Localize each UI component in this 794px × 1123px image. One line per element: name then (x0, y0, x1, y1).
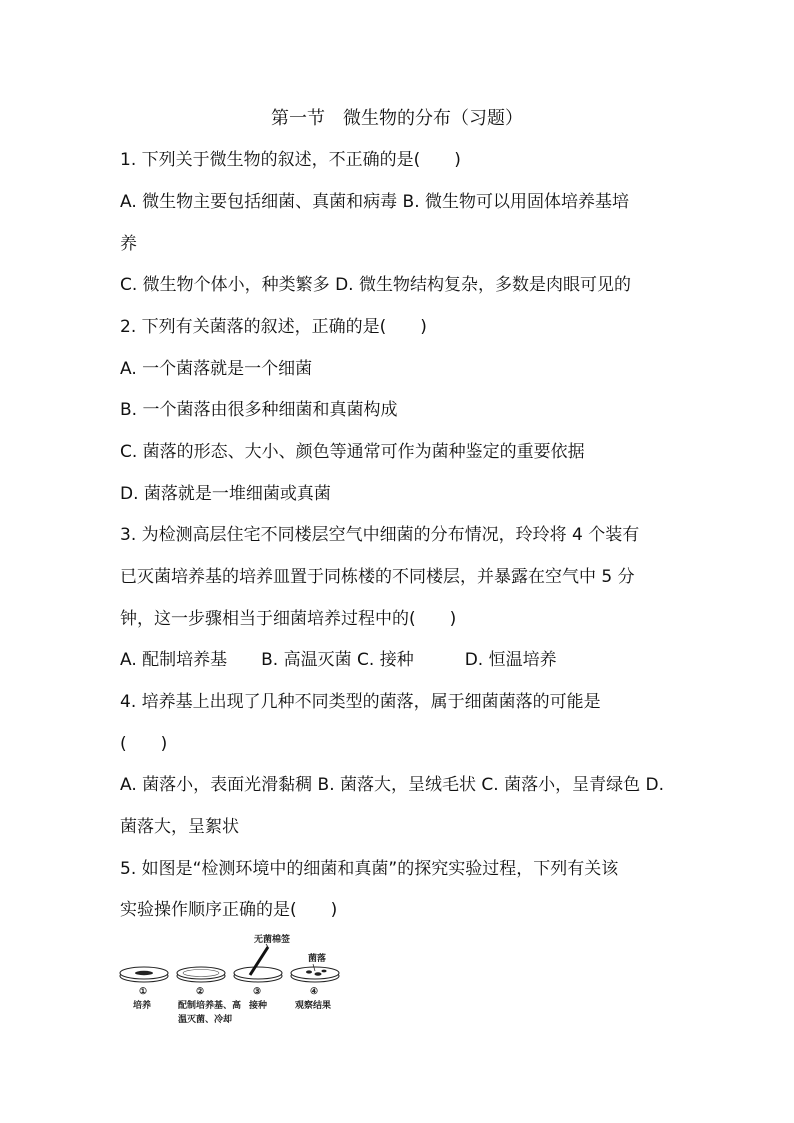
step-2-caption: 配制培养基、高 (178, 1001, 242, 1011)
question-2-option-c: C. 菌落的形态、大小、颜色等通常可作为菌种鉴定的重要依据 (120, 442, 585, 462)
colony-spot-icon (135, 971, 153, 975)
question-3-options: A. 配制培养基 B. 高温灭菌 C. 接种 D. 恒温培养 (120, 650, 557, 670)
question-5-stem-line-2: 实验操作顺序正确的是( ) (120, 900, 338, 920)
step-2-number: ② (196, 987, 205, 997)
question-1-options-line-1: A. 微生物主要包括细菌、真菌和病毒 B. 微生物可以用固体培养基培 (120, 192, 630, 212)
step-2-caption-line-2: 温灭菌、冷却 (178, 1015, 233, 1025)
question-2-option-d: D. 菌落就是一堆细菌或真菌 (120, 484, 331, 504)
question-1-stem: 1. 下列关于微生物的叙述，不正确的是( ) (120, 150, 461, 170)
question-4-options-line-2: 菌落大，呈絮状 (120, 817, 239, 837)
question-4-stem-line-2: ( ) (120, 734, 168, 754)
experiment-figure (118, 930, 348, 1030)
question-3-stem-line-1: 3. 为检测高层住宅不同楼层空气中细菌的分布情况，玲玲将 4 个装有 (120, 525, 640, 545)
question-3-stem-line-3: 钟，这一步骤相当于细菌培养过程中的( ) (120, 609, 457, 629)
step-4-caption: 观察结果 (295, 1001, 332, 1011)
question-5-stem-line-1: 5. 如图是“检测环境中的细菌和真菌”的探究实验过程，下列有关该 (120, 859, 619, 879)
question-3-stem-line-2: 已灭菌培养基的培养皿置于同栋楼的不同楼层，并暴露在空气中 5 分 (120, 567, 635, 587)
colony-label: 菌落 (308, 954, 327, 964)
question-4-options-line-1: A. 菌落小，表面光滑黏稠 B. 菌落大，呈绒毛状 C. 菌落小，呈青绿色 D. (120, 775, 664, 795)
petri-dish-2 (177, 967, 225, 982)
petri-dish-3 (234, 944, 282, 982)
question-2-option-b: B. 一个菌落由很多种细菌和真菌构成 (120, 400, 398, 420)
page-title: 第一节 微生物的分布（习题） (271, 108, 523, 129)
step-1-caption: 培养 (133, 1001, 152, 1011)
step-1-number: ① (139, 987, 148, 997)
step-3-number: ③ (253, 987, 262, 997)
question-2-option-a: A. 一个菌落就是一个细菌 (120, 359, 313, 379)
swab-label: 无菌棉签 (254, 935, 291, 945)
petri-dish-4 (291, 964, 339, 982)
petri-dish-1 (120, 967, 168, 982)
question-2-stem: 2. 下列有关菌落的叙述，正确的是( ) (120, 317, 427, 337)
step-3-caption: 接种 (249, 1001, 268, 1011)
question-4-stem-line-1: 4. 培养基上出现了几种不同类型的菌落，属于细菌菌落的可能是 (120, 692, 601, 712)
experiment-diagram (118, 930, 348, 1030)
question-1-options-line-2: 养 (120, 234, 137, 254)
question-1-options-line-3: C. 微生物个体小，种类繁多 D. 微生物结构复杂，多数是肉眼可见的 (120, 275, 631, 295)
step-4-number: ④ (310, 987, 319, 997)
